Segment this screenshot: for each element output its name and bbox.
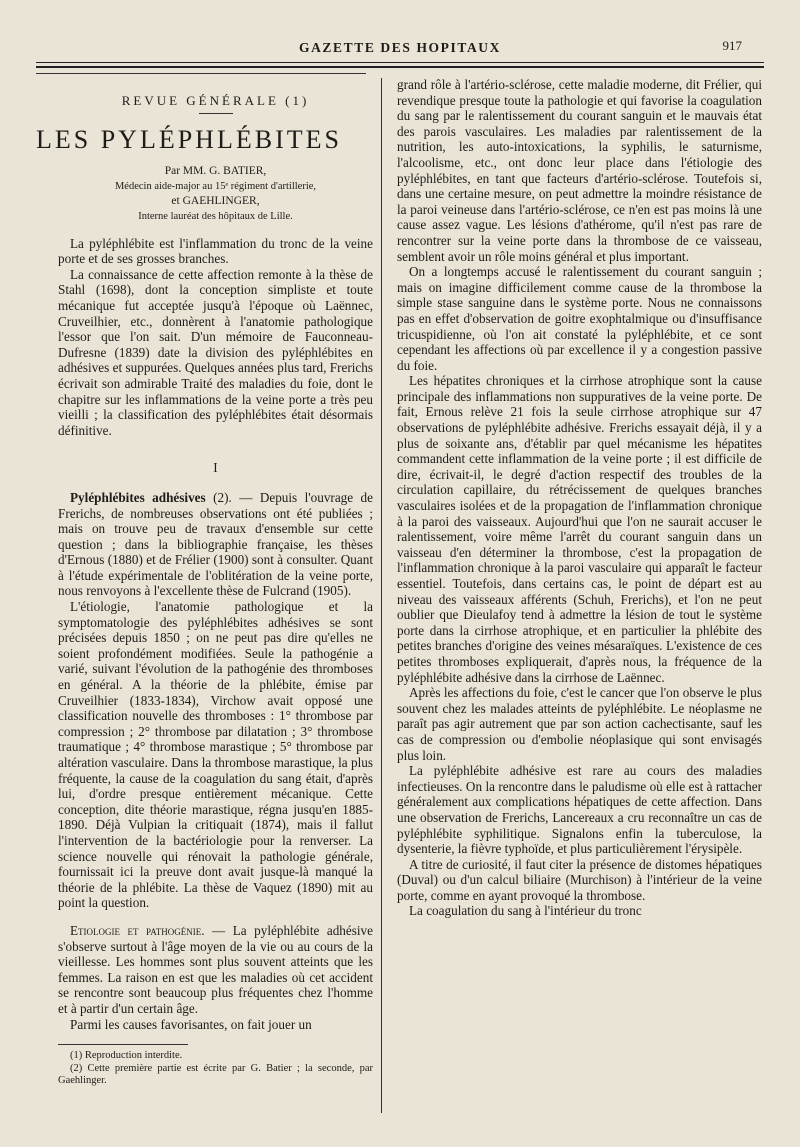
footnote: (1) Reproduction interdite. — [70, 1050, 183, 1062]
header-rule — [36, 62, 764, 63]
byline-role: Médecin aide-major au 15ᵉ régiment d'artillerie, — [114, 180, 317, 192]
left-column — [36, 93, 373, 1088]
paragraph: Après les affections du foie, c'est le cancer que l'on observe le plus souvent chez les malades atteints de pyléphlébite. Le néoplasme ne paraît pas agir autrement que par son action cachectisante, sauf les cas de compression ou d'embolie néoplasique qui sont envisagés plus loin. — [397, 685, 762, 763]
running-title: GAZETTE DES HOPITAUX — [298, 40, 502, 55]
paragraph: Les hépatites chroniques et la cirrhose atrophique sont la cause principale des inflammations non suppuratives de la veine porte. De fait, Ernous relève 21 fois la seule cirrhose atrophique sur 47 observations de pyléphlébite adhésive. Frerichs essayait déjà, il y a plus de soixante ans, d'établir par quel mécanisme les hépatites commandent cette inflammation de la veine porte ; il est difficile de dire, écrivait-il, le degré d'action respectif des troubles de la circulation capillaire, du rétrécissement de quelques branches vasculaires isolées et de la propagation de l'inflammation chronique à la paroi des vaisseaux. Aujourd'hui que l'on ne saurait accuser le ralentissement, voire même l'arrêt du courant sanguin dans un vaisseau d'en déterminer la thrombose, c'est la propagation de l'inflammation chronique à la paroi vasculaire qui apparaît le facteur essentiel. Toutefois, dans certains cas, le point de départ est au niveau des vaisseaux afférents (Schuh, Frerichs), et l'on ne peut oublier que Dieulafoy tend à admettre la lésion de tout le système porte dans la cirrhose atrophique, et en particulier la phlébite des petites branches d'origine des veines mésaraïques. L'existence de ces petites thromboses expliquerait, d'après nous, la fréquence de la pyléphlébite adhésive dans la cirrhose de Laënnec. — [397, 373, 762, 685]
rubric-rule — [199, 113, 233, 114]
section-numeral: I — [213, 460, 218, 476]
footnote-rule — [58, 1044, 188, 1045]
paragraph-text: — La pyléphlébite adhésive s'observe surtout à l'âge moyen de la vie ou au cours de la vieillesse. Les hommes sont plus souvent atteints que les femmes. La raison en est que les maladies où cet accident se rencontre sont beaucoup plus fréquentes chez l'homme et à partir d'un certain âge. — [58, 922, 373, 1016]
rubric: REVUE GÉNÉRALE (1) — [121, 93, 310, 108]
byline-role: Interne lauréat des hôpitaux de Lille. — [138, 210, 293, 222]
column-divider — [381, 78, 382, 1113]
paragraph: grand rôle à l'artério-sclérose, cette maladie moderne, dit Frélier, qui revendique presque toute la pathologie et qui favorise la coagulation du sang par le ralentissement du courant sanguin et le mauvais état des parois vasculaires. Les maladies par ralentissement de la nutrition, les auto-intoxications, la syphilis, le saturnisme, l'alcoolisme, etc., ont donc leur place dans l'étiologie des pyléphlébites, en tant que facteurs d'artério-sclérose. Toutefois si, dans une certaine mesure, on peut admettre la moindre résistance de la paroi veineuse dans l'artério-sclérose, ce n'en est pas moins là une cause assez vague. Les lésions d'athérome, qu'il n'est pas rare de rencontrer sur la veine porte dans la thrombose de ce vaisseau, semblent avoir un rôle moins général et plus important. — [397, 77, 762, 264]
paragraph — [58, 490, 373, 599]
paragraph: On a longtemps accusé le ralentissement du courant sanguin ; mais on imagine difficilement comme cause de la thrombose la simple stase sanguine dans le système porte. Nous ne connaissons pas en effet d'observation de goitre exophtalmique ou d'insuffisance tricuspidienne, où l'on ait constaté la pyléphlébite, et ce sont cependant les affections où par excellence il y a congestion passive du foie. — [397, 264, 762, 373]
paragraph: La coagulation du sang à l'intérieur du tronc — [409, 903, 642, 919]
column-rule — [36, 73, 366, 74]
running-head — [0, 38, 800, 60]
paragraph — [58, 923, 373, 1017]
page-number: 917 — [722, 38, 742, 53]
paragraph-text: (2). — Depuis l'ouvrage de Frerichs, de nombreuses observations ont été publiées ; mais on trouve peu de travaux d'ensemble sur cette question ; dans la bibliographie française, les thèses d'Ernous (1880) et de Frélier (1900) sont à consulter. Quant à l'étude expérimentale de l'oblitération de la veine porte, nous renvoyons à l'excellente thèse de Fulcrand (1905). — [58, 489, 373, 599]
spacer — [58, 438, 373, 460]
spacer — [58, 911, 373, 923]
spacer — [58, 224, 373, 236]
paragraph: L'étiologie, l'anatomie pathologique et la symptomatologie des pyléphlébites adhésives se sont précisées depuis 1850 ; on ne peut pas dire qu'elles ne soient profondément modifiées. Seule la pathogénie a varié, suivant l'évolution de la pathogénie des thromboses en général. A la théorie de la phlébite, émise par Cruveilhier (1833-1834), Virchow avait opposé une classification nouvelle des thromboses : 1° thrombose par compression ; 2° thrombose par dilatation ; 3° thrombose traumatique ; 4° thrombose marastique ; 5° thrombose par altération vasculaire. Dans la thrombose marastique, la plus fréquente, la cause de la coagulation du sang était, d'après lui, d'ordre presque entièrement mécanique. Cette conception, dite théorie marastique, régna jusqu'en 1885-1890. Déjà Vulpian la critiquait (1874), mais il fallut l'intervention de la bactériologie pour la renverser. La science nouvelle qui rénovait la pathologie générale, fournissait ici la preuve dont avait jusque-là manqué la théorie de la phlébite. La thèse de Vaquez (1890) mit au point la question. — [58, 599, 373, 911]
paragraph: La pyléphlébite adhésive est rare au cours des maladies infectieuses. On la rencontre dans le paludisme où elle est à rattacher généralement aux complications hépatiques de cette affection. Dans une observation de Frerichs, Lancereaux a cru reconnaître un cas de pyléphlébite syphilitique. Signalons enfin la tuberculose, la dysenterie, la fièvre typhoïde, et plus particulièrement l'érysipèle. — [397, 763, 762, 857]
byline-authors: Par MM. G. BATIER, — [164, 164, 267, 177]
subsection-heading: Etiologie et pathogénie. — [70, 922, 205, 938]
footnote: (2) Cette première partie est écrite par G. Batier ; la seconde, par Gaehlinger. — [58, 1062, 373, 1087]
paragraph: Parmi les causes favorisantes, on fait jouer un — [70, 1016, 312, 1032]
paragraph: La pyléphlébite est l'inflammation du tronc de la veine porte et de ses grosses branches. — [58, 235, 373, 267]
article-title: LES PYLÉPHLÉBITES — [36, 124, 342, 154]
paragraph: A titre de curiosité, il faut citer la présence de distomes hépatiques (Duval) ou d'un calcul biliaire (Murchison) à l'intérieur de la veine porte, comme en ayant provoqué la thrombose. — [397, 856, 762, 903]
header-rule-thick — [36, 66, 764, 68]
section-heading: Pyléphlébites adhésives — [70, 489, 206, 505]
paragraph: La connaissance de cette affection remonte à la thèse de Stahl (1698), dont la conception simpliste et toute mécanique fut acceptée jusqu'à l'époque où Laënnec, Cruveilhier, etc., donnèrent à l'anatomie pathologique l'essor que l'on sait. D'un mémoire de Fauconneau-Dufresne (1839) date la division des pyléphlébites en adhésives et suppurées. Quelques années plus tard, Frerichs écrivait son admirable Traité des maladies du foie, dont le chapitre sur les inflammations de la veine porte a très peu vieilli ; la classification des pyléphlébites était désormais définitive. — [58, 266, 373, 438]
right-column — [397, 77, 762, 919]
byline-second-author: et GAEHLINGER, — [171, 194, 260, 207]
